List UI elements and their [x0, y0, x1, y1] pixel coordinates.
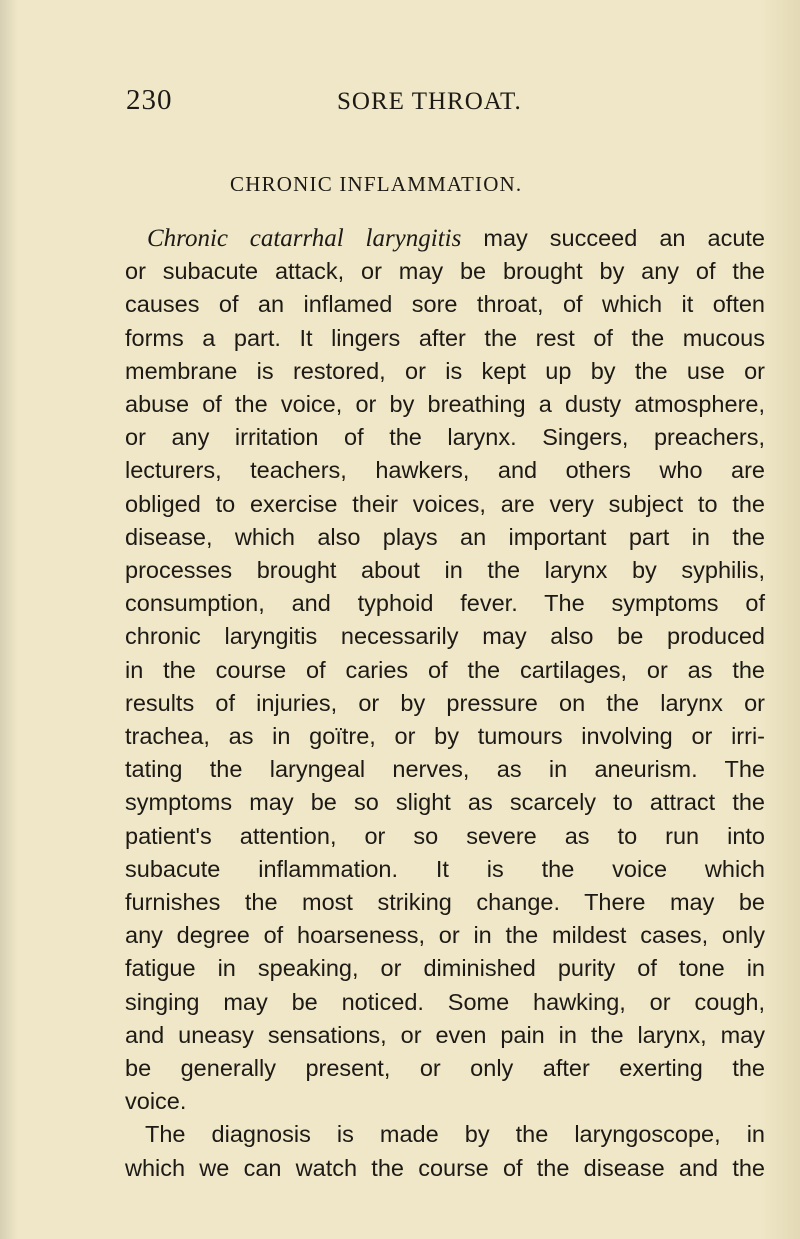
text-line: or subacute attack, or may be brought by any of the — [125, 258, 765, 285]
text-line: or any irritation of the larynx. Singers, preachers, — [125, 424, 765, 451]
text-line: which we can watch the course of the disease and the — [125, 1154, 765, 1181]
page-number: 230 — [126, 84, 173, 116]
lead-term: Chronic catarrhal laryngitis — [147, 225, 462, 252]
text-line: symptoms may be so slight as scarcely to attract the — [125, 789, 765, 816]
text-line: forms a part. It lingers after the rest of the mucous — [125, 324, 765, 351]
text-line: in the course of caries of the cartilages, or as the — [125, 656, 765, 683]
running-head — [0, 82, 800, 122]
section-title: CHRONIC INFLAMMATION. — [230, 172, 523, 196]
text-line: any degree of hoarseness, or in the mildest cases, only — [125, 922, 765, 949]
text-line: consumption, and typhoid fever. The symptoms of — [125, 590, 765, 617]
text-line: be generally present, or only after exerting the — [125, 1055, 765, 1082]
text-line: subacute inflammation. It is the voice which — [125, 855, 765, 882]
text-line — [125, 222, 765, 255]
text-line: fatigue in speaking, or diminished purity of tone in — [125, 955, 765, 982]
text-line: abuse of the voice, or by breathing a dusty atmosphere, — [125, 391, 765, 418]
text-line: lecturers, teachers, hawkers, and others who are — [125, 457, 765, 484]
text-line: disease, which also plays an important part in the — [125, 523, 765, 550]
text-line: voice. — [125, 1088, 187, 1115]
text-line: causes of an inflamed sore throat, of which it often — [125, 291, 765, 318]
text-line: furnishes the most striking change. There may be — [125, 889, 765, 916]
text-line: chronic laryngitis necessarily may also be produced — [125, 623, 765, 650]
body-text — [125, 222, 765, 1185]
text-line: The diagnosis is made by the laryngoscope, in — [145, 1121, 765, 1148]
text-line: trachea, as in goïtre, or by tumours involving or irri- — [125, 723, 765, 750]
text-line: tating the laryngeal nerves, as in aneurism. The — [125, 756, 765, 783]
text-line: patient's attention, or so severe as to run into — [125, 822, 765, 849]
text-line: obliged to exercise their voices, are very subject to the — [125, 490, 765, 517]
text-line: membrane is restored, or is kept up by the use or — [125, 357, 765, 384]
text-line: singing may be noticed. Some hawking, or cough, — [125, 988, 765, 1015]
text-line: and uneasy sensations, or even pain in the larynx, may — [125, 1021, 765, 1048]
running-title: SORE THROAT. — [337, 88, 522, 115]
text-line-tail: may succeed an acute — [461, 225, 765, 251]
text-line: results of injuries, or by pressure on the larynx or — [125, 689, 765, 716]
text-line: processes brought about in the larynx by syphilis, — [125, 557, 765, 584]
